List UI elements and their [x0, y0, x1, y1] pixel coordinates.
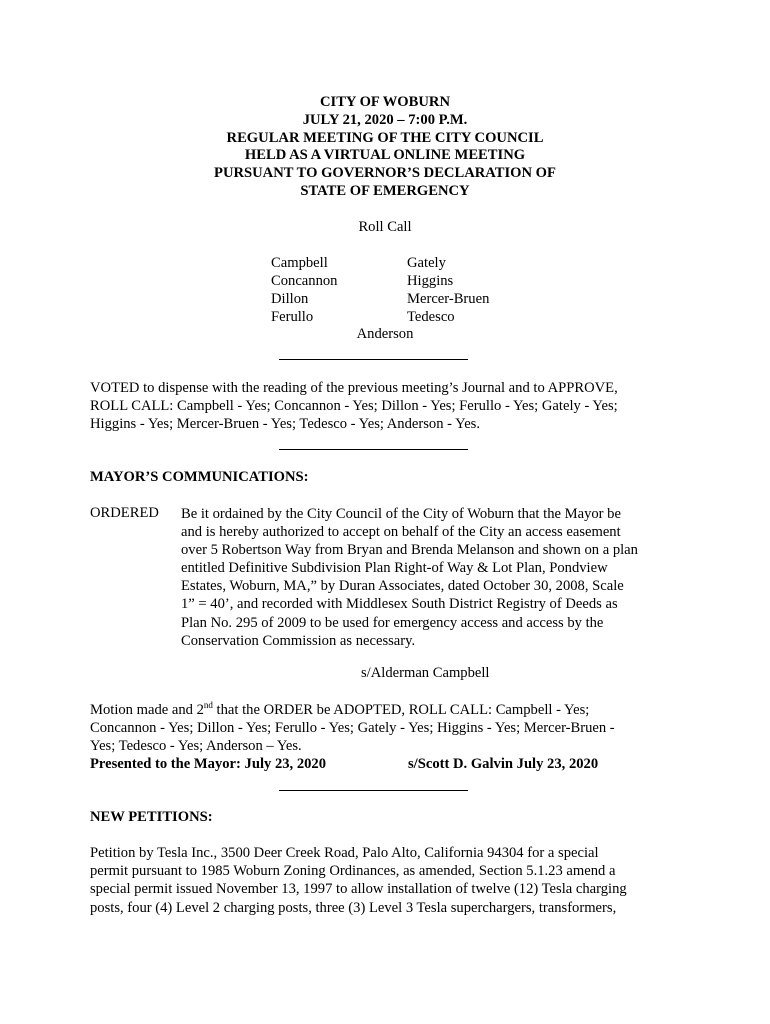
new-petitions-heading: NEW PETITIONS:	[90, 809, 213, 825]
ordered-line: Estates, Woburn, MA,” by Duran Associates, dated October 30, 2008, Scale	[181, 578, 624, 595]
header-line-date: JULY 21, 2020 – 7:00 P.M.	[302, 111, 468, 128]
header-line-city: CITY OF WOBURN	[319, 94, 450, 110]
divider-line	[279, 790, 468, 791]
petition-line: posts, four (4) Level 2 charging posts, three (3) Level 3 Tesla superchargers, transformers,	[90, 899, 617, 916]
petition-line: special permit issued November 13, 1997 to allow installation of twelve (12) Tesla charging	[90, 881, 627, 898]
ordered-line: over 5 Robertson Way from Bryan and Brenda Melanson and shown on a plan	[181, 542, 638, 559]
roll-call-name-center: Anderson	[356, 326, 414, 342]
roll-call-name: Ferullo	[271, 309, 314, 325]
ordered-line: Be it ordained by the City Council of the City of Woburn that the Mayor be	[181, 506, 621, 522]
header-line-pursuant: PURSUANT TO GOVERNOR’S DECLARATION OF	[214, 165, 556, 182]
motion-paragraph	[90, 701, 690, 756]
ordered-line: entitled Definitive Subdivision Plan Right-of Way & Lot Plan, Pondview	[181, 560, 608, 577]
motion-line: Yes; Tedesco - Yes; Anderson – Yes.	[90, 738, 302, 755]
petition-line: permit pursuant to 1985 Woburn Zoning Ordinances, as amended, Section 5.1.23 amend a	[90, 863, 616, 880]
header-line-emergency: STATE OF EMERGENCY	[300, 182, 470, 199]
roll-call-name: Mercer-Bruen	[407, 291, 490, 307]
header-line-meeting: REGULAR MEETING OF THE CITY COUNCIL	[226, 129, 544, 146]
ordered-text	[181, 505, 638, 650]
divider-line	[279, 449, 468, 450]
voted-line: Higgins - Yes; Mercer-Bruen - Yes; Tedesco - Yes; Anderson - Yes.	[90, 416, 481, 433]
roll-call-name: Campbell	[271, 255, 328, 271]
roll-call-title: Roll Call	[358, 219, 412, 235]
roll-call-name: Gately	[407, 255, 446, 271]
roll-call-name: Higgins	[407, 273, 454, 289]
roll-call-name: Tedesco	[407, 309, 455, 325]
header-line-virtual: HELD AS A VIRTUAL ONLINE MEETING	[244, 147, 526, 164]
ordered-line: and is hereby authorized to accept on behalf of the City an access easement	[181, 524, 621, 541]
mayors-communications-heading: MAYOR’S COMMUNICATIONS:	[90, 469, 309, 485]
motion-superscript: nd	[203, 700, 213, 711]
mayor-signature: s/Scott D. Galvin July 23, 2020	[408, 756, 599, 772]
petition-paragraph	[90, 844, 690, 917]
roll-call-name: Dillon	[271, 291, 309, 307]
ordered-line: 1” = 40’, and recorded with Middlesex South District Registry of Deeds as	[181, 596, 618, 613]
voted-line: VOTED to dispense with the reading of the previous meeting’s Journal and to APPROVE,	[90, 380, 618, 396]
document-header	[0, 94, 770, 201]
alderman-signature: s/Alderman Campbell	[361, 665, 490, 681]
ordered-label: ORDERED	[90, 505, 159, 521]
voted-line: ROLL CALL: Campbell - Yes; Concannon - Yes; Dillon - Yes; Ferullo - Yes; Gately - Yes;	[90, 398, 618, 415]
ordered-line: Conservation Commission as necessary.	[181, 632, 416, 649]
presented-to-mayor: Presented to the Mayor: July 23, 2020	[90, 756, 327, 772]
divider-line	[279, 359, 468, 360]
ordered-line: Plan No. 295 of 2009 to be used for emergency access and access by the	[181, 614, 604, 631]
petition-line: Petition by Tesla Inc., 3500 Deer Creek Road, Palo Alto, California 94304 for a special	[90, 845, 599, 861]
roll-call-name: Concannon	[271, 273, 338, 289]
motion-line	[90, 701, 690, 719]
motion-text: that the ORDER be ADOPTED, ROLL CALL: Campbell - Yes;	[212, 702, 590, 718]
motion-line: Concannon - Yes; Dillon - Yes; Ferullo - Yes; Gately - Yes; Higgins - Yes; Mercer-Bruen -	[90, 720, 615, 737]
motion-text: Motion made and 2	[90, 702, 204, 718]
voted-paragraph	[90, 379, 690, 434]
